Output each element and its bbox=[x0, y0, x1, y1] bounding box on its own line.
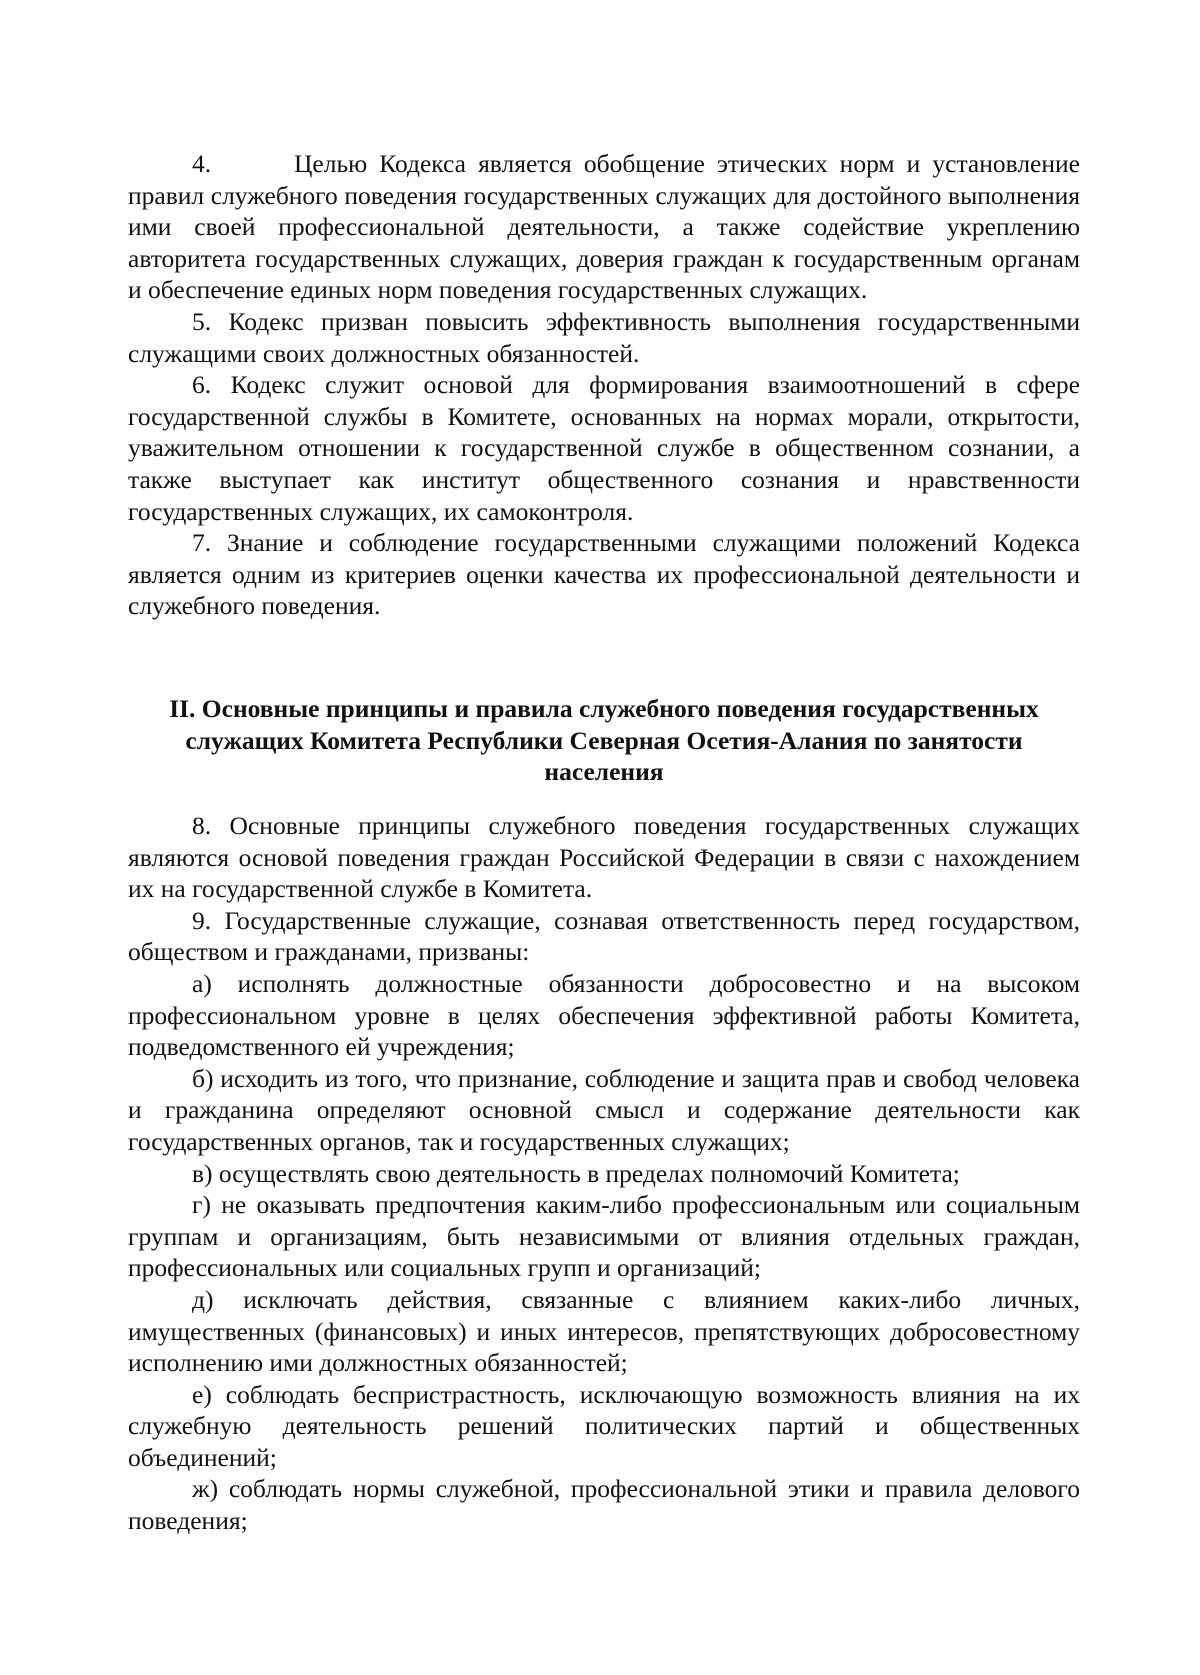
paragraph-9: 9. Государственные служащие, сознавая ответственность перед государством, обществом и гражданами, призваны: bbox=[128, 905, 1080, 967]
section-2-heading-line-1: II. Основные принципы и правила служебного поведения государственных bbox=[169, 694, 1039, 723]
list-item-v: в) осуществлять свою деятельность в пределах полномочий Комитета; bbox=[192, 1158, 960, 1188]
section-2-heading-line-3: населения bbox=[544, 757, 664, 787]
list-item-d: д) исключать действия, связанные с влиянием каких-либо личных, имущественных (финансовых) и иных интересов, препятствующих добросовестному исполнению ими должностных обязанностей; bbox=[128, 1284, 1080, 1378]
list-item-zh: ж) соблюдать нормы служебной, профессиональной этики и правила делового поведения; bbox=[128, 1474, 1080, 1536]
section-1-text bbox=[128, 148, 1080, 622]
paragraph-4 bbox=[128, 148, 1080, 306]
list-item-g: г) не оказывать предпочтения каким-либо профессиональным или социальным группам и организациям, быть независимыми от влияния отдельных граждан, профессиональных или социальных групп и организаций; bbox=[128, 1190, 1080, 1283]
paragraph-6: 6. Кодекс служит основой для формирования взаимоотношений в сфере государственной службы в Комитете, основанных на нормах морали, открытости, уважительном отношении к государственной службе в общественном сознании, а также выступает как институт общественного сознания и нравственности государственных служащих, их самоконтроля. bbox=[128, 370, 1080, 526]
section-2-heading-line-2: служащих Комитета Республики Северная Осетия-Алания по занятости bbox=[185, 725, 1023, 755]
paragraph-8: 8. Основные принципы служебного поведения государственных служащих являются основой поведения граждан Российской Федерации в связи с нахождением их на государственной службе в Комитета. bbox=[128, 811, 1080, 904]
list-item-b: б) исходить из того, что признание, соблюдение и защита прав и свобод человека и гражданина определяют основной смысл и содержание деятельности как государственных органов, так и государственных служащих; bbox=[128, 1063, 1080, 1156]
section-2-heading bbox=[128, 693, 1080, 788]
list-item-e: е) соблюдать беспристрастность, исключающую возможность влияния на их служебную деятельность решений политических партий и общественных объединений; bbox=[128, 1379, 1080, 1472]
section-2-text bbox=[128, 810, 1080, 1537]
paragraph-5: 5. Кодекс призван повысить эффективность выполнения государственными служащими своих должностных обязанностей. bbox=[128, 306, 1080, 368]
list-item-a: а) исполнять должностные обязанности добросовестно и на высоком профессиональном уровне в целях обеспечения эффективной работы Комитета, подведомственного ей учреждения; bbox=[128, 968, 1080, 1062]
paragraph-4-text: Целью Кодекса является обобщение этических норм и установление правил служебного поведения государственных служащих для достойного выполнения ими своей профессиональной деятельности, а также содействие укреплению авторитета государственных служащих, доверия граждан к государственным органам и обеспечение единых норм поведения государственных служащих. bbox=[128, 149, 1080, 305]
paragraph-7: 7. Знание и соблюдение государственными служащими положений Кодекса является одним из критериев оценки качества их профессиональной деятельности и служебного поведения. bbox=[128, 528, 1080, 621]
paragraph-4-number: 4. bbox=[192, 149, 212, 178]
